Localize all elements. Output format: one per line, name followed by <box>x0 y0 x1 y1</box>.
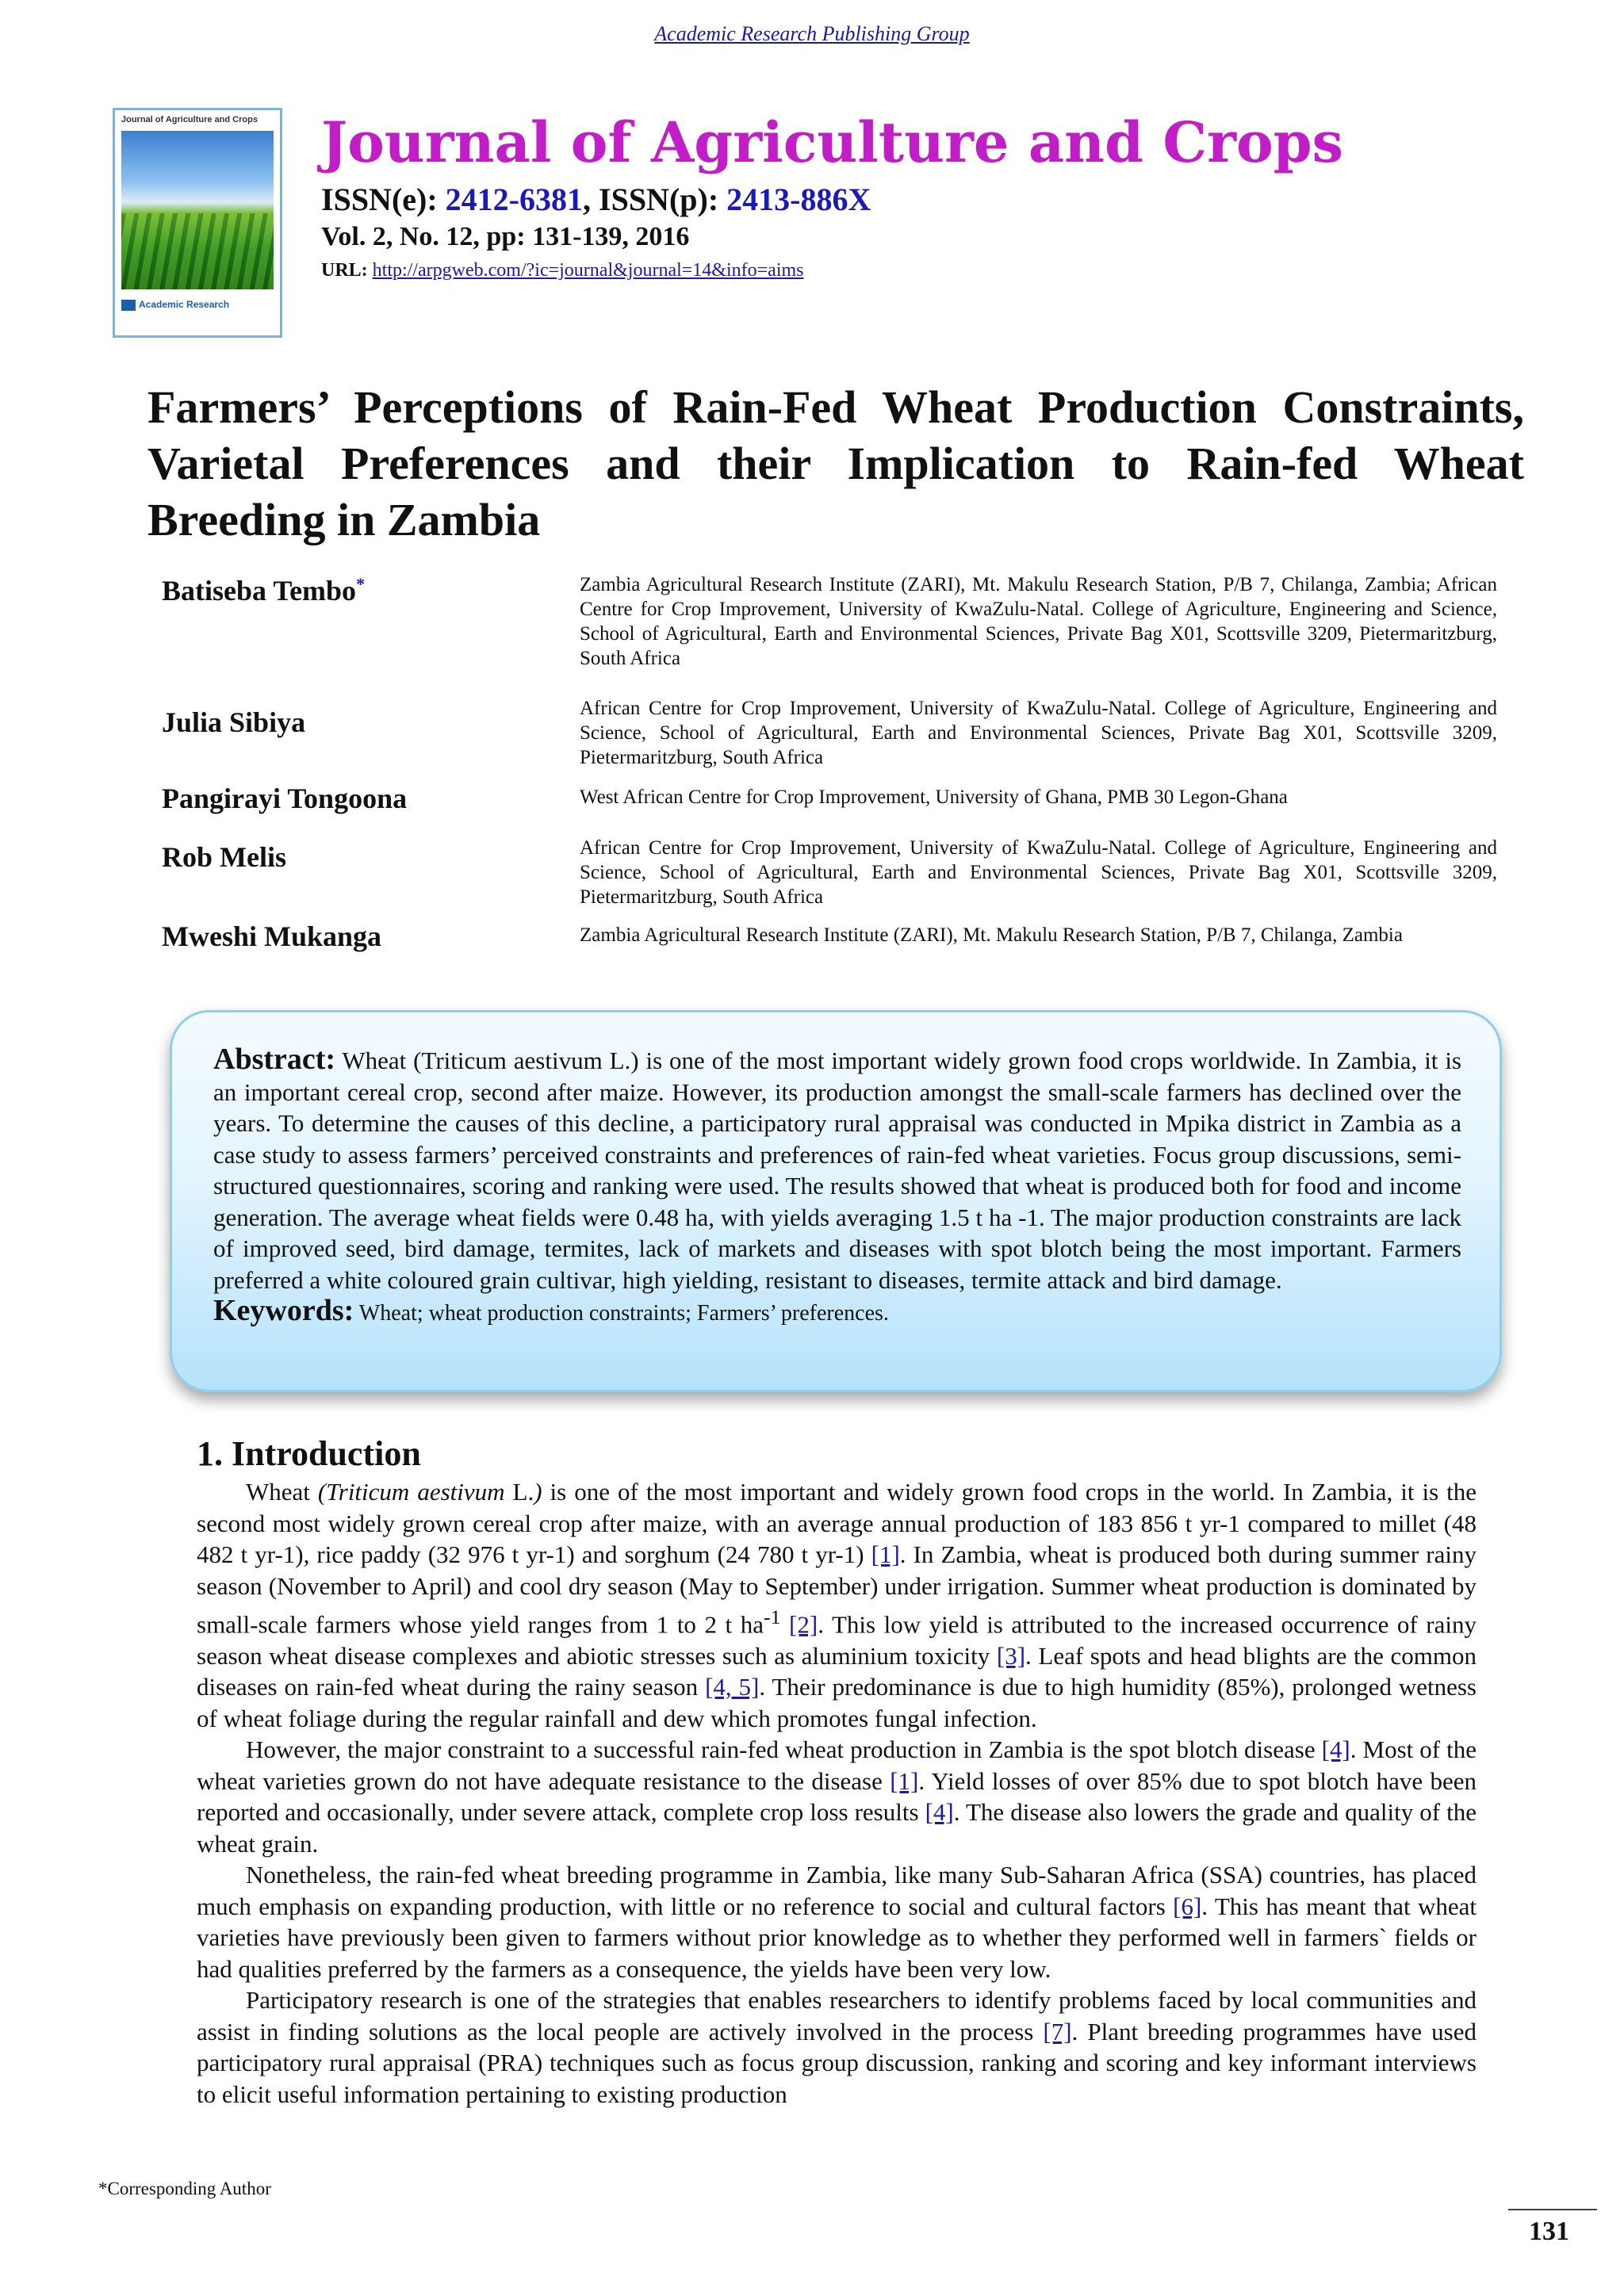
keywords <box>213 1295 1461 1330</box>
publisher-link[interactable]: Academic Research Publishing Group <box>654 22 970 45</box>
citation-link[interactable]: [4] <box>1321 1735 1350 1764</box>
citation-link[interactable]: [4] <box>925 1798 954 1827</box>
abstract-body: Wheat (Triticum aestivum L.) is one of the most important widely grown food crops worldwide. In Zambia, it is an important cereal crop, second after maize. However, its production amongst the small-scale farmers has declined over the years. To determine the causes of this decline, a participatory rural appraisal was conducted in Mpika district in Zambia as a case study to assess farmers’ perceived constraints and preferences of rain-fed wheat varieties. Focus group discussions, semi-structured questionnaires, scoring and ranking were used. The results showed that wheat is produced both for food and income generation. The average wheat fields were 0.48 ha, with yields averaging 1.5 t ha -1. The major production constraints are lack of improved seed, bird damage, termites, lack of markets and diseases with spot blotch being the most important. Farmers preferred a white coloured grain cultivar, high yielding, resistant to diseases, termite attack and bird damage. <box>213 1047 1461 1294</box>
keywords-label: Keywords: <box>213 1294 354 1327</box>
url-label: URL: <box>321 260 373 281</box>
paragraph: Participatory research is one of the strategies that enables researchers to identify problems faced by local communities and assist in finding solutions as the local people are actively involved in the process [7]. Plant breeding programmes have used participatory rural appraisal (PRA) techniques such as focus group discussion, ranking and scoring and key informant interviews to elicit useful information pertaining to existing production <box>197 1986 1477 2108</box>
issn-e-label: ISSN(e): <box>321 182 446 217</box>
author-name: Batiseba Tembo* <box>162 574 366 607</box>
url-line <box>321 260 804 281</box>
journal-cover-image <box>113 108 282 338</box>
author-affiliation: Zambia Agricultural Research Institute (ZARI), Mt. Makulu Research Station, P/B 7, Chilanga, Zambia; African Centre for Crop Improvement, University of KwaZulu-Natal. College of Agriculture, Engineering and Science, School of Agricultural, Earth and Environmental Sciences, Private Bag X01, Scottsville 3209, Pietermaritzburg, South Africa <box>580 574 1497 669</box>
citation-link[interactable]: [3] <box>996 1641 1026 1670</box>
journal-title: Journal of Agriculture and Crops <box>321 109 1344 175</box>
volume-info: Vol. 2, No. 12, pp: 131-139, 2016 <box>321 222 690 251</box>
paragraph: However, the major constraint to a successful rain-fed wheat production in Zambia is the spot blotch disease [4]. Most of the wheat varieties grown do not have adequate resistance to the disease [1]. Yield losses of over 85% due to spot blotch have been reported and occasionally, under severe attack, complete crop loss results [4]. The disease also lowers the grade and quality of the wheat grain. <box>197 1735 1477 1858</box>
section-heading-introduction: 1. Introduction <box>197 1434 421 1473</box>
corresponding-mark[interactable]: * <box>356 574 366 594</box>
abstract-text <box>213 1044 1461 1295</box>
author-name: Rob Melis <box>162 841 286 873</box>
logo-icon <box>121 300 136 311</box>
citation-link[interactable]: [1] <box>871 1540 900 1568</box>
introduction-body <box>197 1476 1477 2110</box>
issn-e-value: 2412-6381 <box>445 182 583 217</box>
author-name: Pangirayi Tongoona <box>162 783 408 814</box>
citation-link[interactable]: [1] <box>890 1766 919 1795</box>
issn-line <box>321 181 871 218</box>
abstract-label: Abstract: <box>213 1043 336 1076</box>
author-affiliation: West African Centre for Crop Improvement, University of Ghana, PMB 30 Legon-Ghana <box>580 786 1288 808</box>
citation-link[interactable]: [4, 5] <box>705 1673 760 1701</box>
abstract-box <box>170 1010 1502 1392</box>
author-name: Julia Sibiya <box>162 706 306 738</box>
paper-title: Farmers’ Perceptions of Rain-Fed Wheat Production Constraints, Varietal Preferences and their Implication to Rain-fed Wheat Breeding in Zambia <box>147 381 1524 545</box>
cover-title: Journal of Agriculture and Crops <box>121 115 258 124</box>
issn-p-value: 2413-886X <box>726 182 871 217</box>
corresponding-author-note: *Corresponding Author <box>98 2179 271 2198</box>
species-name: (Triticum aestivum <box>317 1478 505 1506</box>
citation-link[interactable]: [2] <box>789 1610 818 1639</box>
cover-crop-rows <box>121 213 274 289</box>
citation-link[interactable]: [6] <box>1173 1892 1202 1920</box>
author-affiliation: African Centre for Crop Improvement, University of KwaZulu-Natal. College of Agriculture, Engineering and Science, School of Agricultural, Earth and Environmental Sciences, Private Bag X01, Scottsville 3209, Pietermaritzburg, South Africa <box>580 837 1497 908</box>
page-number-rule <box>1508 2209 1597 2210</box>
issn-p-label: , ISSN(p): <box>583 182 727 217</box>
author-affiliation: African Centre for Crop Improvement, University of KwaZulu-Natal. College of Agriculture, Engineering and Science, School of Agricultural, Earth and Environmental Sciences, Private Bag X01, Scottsville 3209, Pietermaritzburg, South Africa <box>580 698 1497 768</box>
paragraph: Nonetheless, the rain-fed wheat breeding programme in Zambia, like many Sub-Saharan Africa (SSA) countries, has placed much emphasis on expanding production, with little or no reference to social and cultural factors [6]. This has meant that wheat varieties have previously been given to farmers without prior knowledge as to whether they performed well in farmers` fields or had qualities preferred by the farmers as a consequence, the yields have been very low. <box>197 1861 1477 1983</box>
author-name: Mweshi Mukanga <box>162 920 382 952</box>
citation-link[interactable]: [7] <box>1043 2017 1072 2045</box>
journal-url-link[interactable]: http://arpgweb.com/?ic=journal&journal=14&info=aims <box>372 260 804 281</box>
paragraph: Wheat (Triticum aestivum L.) is one of the most important and widely grown food crops in the world. In Zambia, it is the second most widely grown cereal crop after maize, with an average annual production of 183 856 t yr-1 compared to millet (48 482 t yr-1), rice paddy (32 976 t yr-1) and sorghum (24 780 t yr-1) [1]. In Zambia, wheat is produced both during summer rainy season (November to April) and cool dry season (May to September) under irrigation. Summer wheat production is dominated by small-scale farmers whose yield ranges from 1 to 2 t $ha^{-1}$ [2]. This low yield is attributed to the increased occurrence of rainy season wheat disease complexes and abiotic stresses such as aluminium toxicity [3]. Leaf spots and head blights are the common diseases on rain-fed wheat during the rainy season [4, 5]. Their predominance is due to high humidity (85%), prolonged wetness of wheat foliage during the regular rainfall and dew which promotes fungal infection. <box>197 1478 1477 1732</box>
author-affiliation: Zambia Agricultural Research Institute (ZARI), Mt. Makulu Research Station, P/B 7, Chilanga, Zambia <box>580 924 1403 946</box>
page-number: 131 <box>1529 2217 1569 2246</box>
cover-logo-text: Academic Research <box>139 299 230 310</box>
cover-publisher-logo <box>121 299 274 331</box>
keywords-text: Wheat; wheat production constraints; Farmers’ preferences. <box>354 1301 889 1326</box>
